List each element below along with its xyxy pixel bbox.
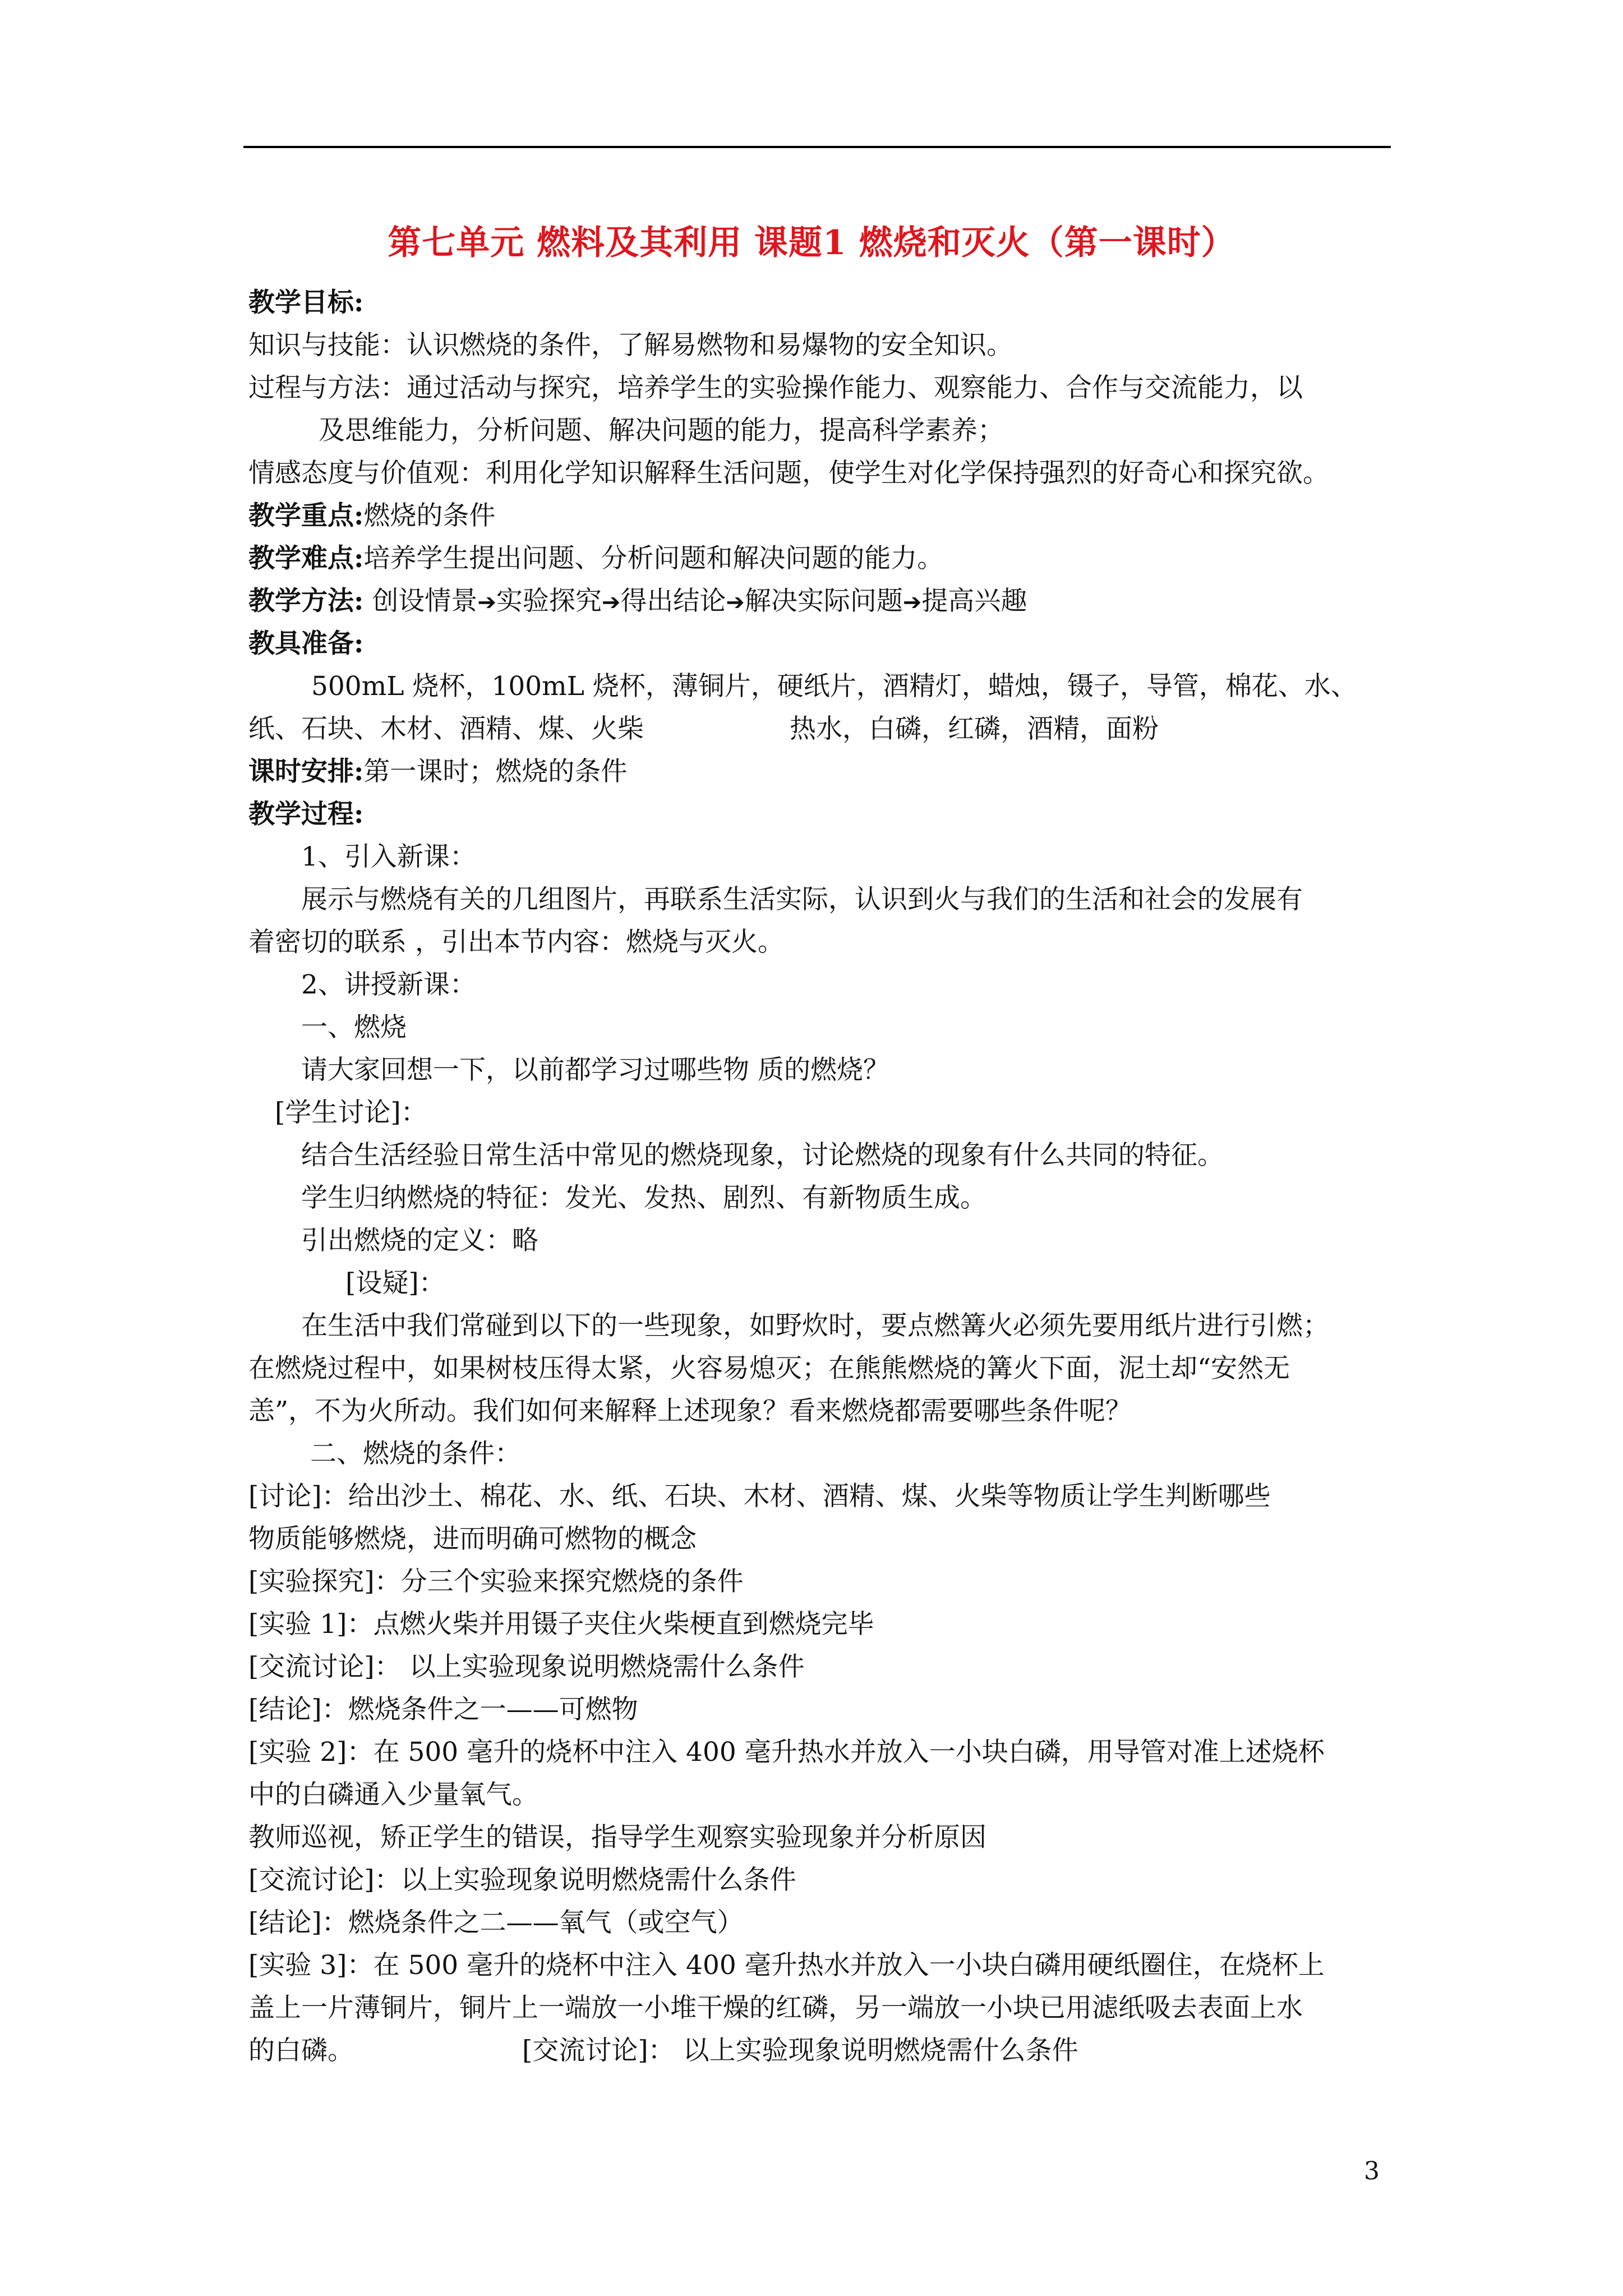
- method: [248, 585, 1027, 619]
- process-paragraph: [实验 1]：点燃火柴并用镊子夹住火柴梗直到燃烧完毕: [248, 1609, 874, 1640]
- difficulty-label: 教学难点:: [248, 543, 364, 574]
- arrow-right-icon: ➔: [726, 590, 745, 615]
- process-paragraph: 盖上一片薄铜片，铜片上一端放一小堆干燥的红磷，另一端放一小块已用滤纸吸去表面上水: [248, 1993, 1303, 2023]
- process-paragraph: [结论]：燃烧条件之一——可燃物: [248, 1694, 638, 1725]
- process-paragraph: 着密切的联系 ，引出本节内容：燃烧与灭火。: [248, 927, 784, 958]
- goal-emotion: 情感态度与价值观：利用化学知识解释生活问题，使学生对化学保持强烈的好奇心和探究欲。: [248, 458, 1329, 489]
- process-paragraph: [设疑]：: [345, 1268, 445, 1299]
- equipment-line2-part2: 热水，白磷，红磷，酒精，面粉: [790, 714, 1159, 744]
- process-paragraph: 展示与燃烧有关的几组图片，再联系生活实际，认识到火与我们的生活和社会的发展有: [301, 884, 1303, 915]
- process-paragraph: 二、燃烧的条件：: [310, 1438, 521, 1469]
- process-paragraph: 在生活中我们常碰到以下的一些现象，如野炊时，要点燃篝火必须先要用纸片进行引燃；: [301, 1310, 1329, 1341]
- page-number: 3: [1364, 2157, 1380, 2185]
- process-paragraph: [248, 2034, 1078, 2068]
- process-paragraph: 教师巡视，矫正学生的错误，指导学生观察实验现象并分析原因: [248, 1822, 986, 1853]
- process-paragraph: 2、讲授新课：: [301, 969, 476, 1000]
- process-paragraph: [学生讨论]：: [275, 1097, 427, 1128]
- header-rule: [243, 146, 1391, 148]
- process-paragraph: 引出燃烧的定义：略: [301, 1225, 538, 1256]
- process-paragraph: [交流讨论]： 以上实验现象说明燃烧需什么条件: [248, 1651, 805, 1682]
- process-paragraph-part2: [交流讨论]： 以上实验现象说明燃烧需什么条件: [522, 2035, 1078, 2066]
- page-title: 第七单元 燃料及其利用 课题1 燃烧和灭火（第一课时）: [388, 223, 1235, 263]
- difficulty-text: 培养学生提出问题、分析问题和解决问题的能力。: [363, 543, 944, 574]
- process-paragraph: [交流讨论]：以上实验现象说明燃烧需什么条件: [248, 1865, 796, 1895]
- equipment-line2: [248, 712, 1159, 746]
- process-paragraph-part1: 的白磷。: [248, 2035, 354, 2066]
- equipment-line1: 500mL 烧杯，100mL 烧杯，薄铜片，硬纸片，酒精灯，蜡烛，镊子，导管，棉花、水、: [311, 671, 1357, 702]
- process-paragraph: [讨论]：给出沙土、棉花、水、纸、石块、木材、酒精、煤、火柴等物质让学生判断哪些: [248, 1481, 1271, 1512]
- process-paragraph: [实验 3]：在 500 毫升的烧杯中注入 400 毫升热水并放入一小块白磷用硬纸圈住，在烧杯上: [248, 1950, 1325, 1981]
- arrow-right-icon: ➔: [902, 590, 922, 615]
- process-paragraph: [实验探究]：分三个实验来探究燃烧的条件: [248, 1566, 744, 1597]
- method-step: 实验探究: [496, 586, 602, 616]
- schedule-label: 课时安排:: [248, 756, 364, 787]
- difficulty: [248, 542, 943, 576]
- process-paragraph: 在燃烧过程中，如果树枝压得太紧，火容易熄灭；在熊熊燃烧的篝火下面，泥土却“安然无: [248, 1353, 1290, 1384]
- process-paragraph: 物质能够燃烧，进而明确可燃物的概念: [248, 1524, 697, 1554]
- equipment-line2-part1: 纸、石块、木材、酒精、煤、火柴: [248, 714, 644, 744]
- method-step: 解决实际问题: [744, 586, 903, 616]
- process-paragraph: 一、燃烧: [301, 1012, 407, 1043]
- schedule: [248, 755, 627, 789]
- process-paragraph: 结合生活经验日常生活中常见的燃烧现象，讨论燃烧的现象有什么共同的特征。: [301, 1140, 1224, 1171]
- process-paragraph: 1、引入新课：: [301, 841, 476, 872]
- equipment-heading: 教具准备:: [248, 628, 364, 659]
- process-heading: 教学过程:: [248, 799, 364, 830]
- process-paragraph: [实验 2]：在 500 毫升的烧杯中注入 400 毫升热水并放入一小块白磷，用导管对准上述烧杯: [248, 1737, 1325, 1768]
- goals-heading: 教学目标:: [248, 287, 364, 318]
- process-paragraph: [结论]：燃烧条件之二——氧气（或空气）: [248, 1907, 744, 1938]
- process-paragraph: 恙”，不为火所动。我们如何来解释上述现象？看来燃烧都需要哪些条件呢？: [248, 1396, 1132, 1427]
- method-label: 教学方法:: [248, 586, 364, 616]
- process-paragraph: 学生归纳燃烧的特征：发光、发热、剧烈、有新物质生成。: [301, 1182, 986, 1213]
- goal-process-line1: 过程与方法：通过活动与探究，培养学生的实验操作能力、观察能力、合作与交流能力，以: [248, 372, 1303, 403]
- method-step: 得出结论: [620, 586, 726, 616]
- key-point-label: 教学重点:: [248, 500, 364, 531]
- schedule-text: 第一课时；燃烧的条件: [363, 756, 628, 787]
- process-paragraph: 中的白磷通入少量氧气。: [248, 1779, 538, 1810]
- goal-knowledge: 知识与技能：认识燃烧的条件，了解易燃物和易爆物的安全知识。: [248, 330, 1013, 361]
- key-point: [248, 499, 495, 533]
- goal-process-line2: 及思维能力，分析问题、解决问题的能力，提高科学素养；: [319, 415, 1004, 446]
- arrow-right-icon: ➔: [601, 590, 621, 615]
- key-point-text: 燃烧的条件: [363, 500, 496, 531]
- method-step: 创设情景: [372, 586, 478, 616]
- method-step: 提高兴趣: [921, 586, 1027, 616]
- arrow-right-icon: ➔: [477, 590, 496, 615]
- process-paragraph: 请大家回想一下，以前都学习过哪些物 质的燃烧？: [301, 1055, 889, 1085]
